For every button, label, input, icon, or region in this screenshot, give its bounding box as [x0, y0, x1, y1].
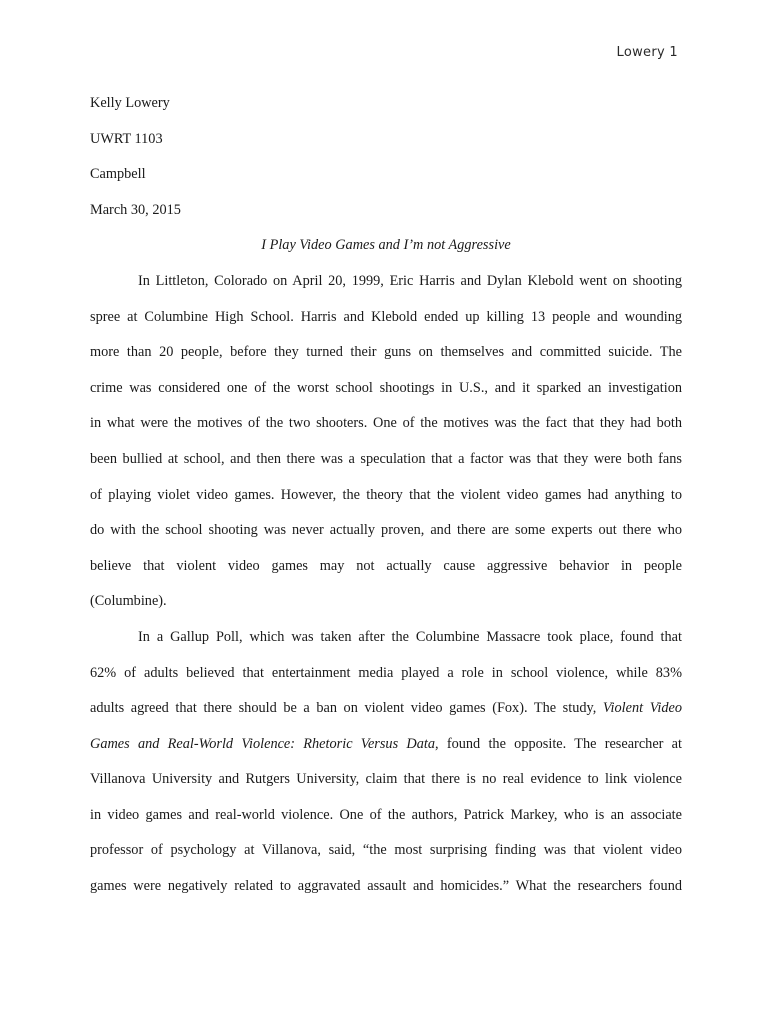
- paragraph-line: more than 20 people, before they turned their guns on themselves and committed suicide. The: [90, 344, 682, 361]
- paragraph-line: believe that violent video games may not actually cause aggressive behavior in people: [90, 557, 682, 574]
- paragraph-1: [90, 264, 682, 620]
- paragraph-line: [90, 727, 682, 763]
- paragraph-2: [90, 620, 682, 905]
- paragraph-line: crime was considered one of the worst school shootings in U.S., and it sparked an investigation: [90, 379, 682, 396]
- paragraph-text: adults agreed that there should be a ban on violent video games (Fox). The study,: [90, 700, 603, 717]
- paragraph-line: In Littleton, Colorado on April 20, 1999, Eric Harris and Dylan Klebold went on shooting: [138, 272, 682, 289]
- paragraph-line: 62% of adults believed that entertainment media played a role in school violence, while 83%: [90, 664, 682, 681]
- essay-date: March 30, 2015: [90, 201, 181, 218]
- instructor-name: Campbell: [90, 166, 146, 183]
- essay-title: I Play Video Games and I’m not Aggressive: [261, 237, 511, 254]
- study-title-part-2: Games and Real-World Violence: Rhetoric Versus Data: [90, 735, 435, 752]
- paragraph-line: professor of psychology at Villanova, said, “the most surprising finding was that violent video: [90, 842, 682, 859]
- paragraph-line: spree at Columbine High School. Harris and Klebold ended up killing 13 people and wounding: [90, 308, 682, 325]
- course-code: UWRT 1103: [90, 130, 163, 147]
- paragraph-line: in video games and real-world violence. One of the authors, Patrick Markey, who is an associate: [90, 806, 682, 823]
- paragraph-line: of playing violet video games. However, the theory that the violent video games had anything to: [90, 486, 682, 503]
- paragraph-line: in what were the motives of the two shooters. One of the motives was the fact that they had both: [90, 415, 682, 432]
- paragraph-line: (Columbine).: [90, 593, 167, 610]
- study-title-part-1: Violent Video: [602, 700, 682, 717]
- paragraph-line: [90, 691, 682, 727]
- running-head: Lowery 1: [616, 45, 678, 60]
- author-name: Kelly Lowery: [90, 95, 170, 111]
- document-body: [90, 86, 682, 905]
- paragraph-line: games were negatively related to aggravated assault and homicides.” What the researchers found: [90, 878, 682, 895]
- paragraph-line: In a Gallup Poll, which was taken after the Columbine Massacre took place, found that: [138, 628, 682, 645]
- paragraph-line: do with the school shooting was never actually proven, and there are some experts out there who: [90, 522, 682, 539]
- paragraph-text: , found the opposite. The researcher at: [435, 735, 683, 752]
- paragraph-line: been bullied at school, and then there was a speculation that a factor was that they were both fans: [90, 450, 682, 467]
- paragraph-line: Villanova University and Rutgers University, claim that there is no real evidence to link violence: [90, 771, 682, 788]
